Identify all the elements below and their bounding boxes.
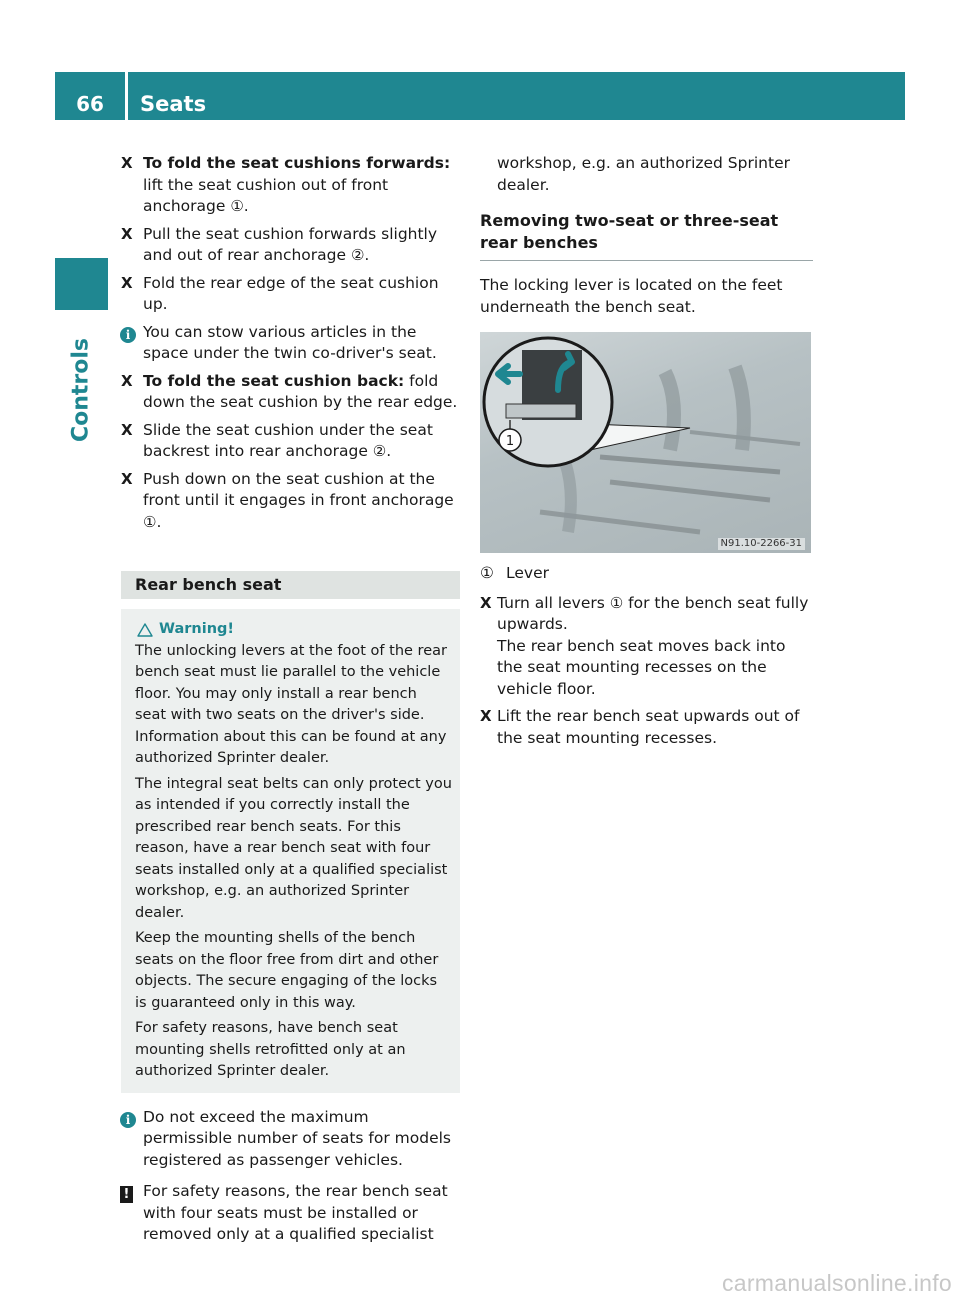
step-turn-levers: X Turn all levers ① for the bench seat fully upwards. The rear bench seat moves back into the seat mounting recesses on the vehicle floor. [480, 593, 813, 701]
step-title: To fold the seat cushions forwards: [143, 154, 451, 172]
step-text: Pull the seat cushion forwards slightly and out of rear anchorage [143, 224, 438, 264]
legend-number: ① [480, 564, 494, 582]
side-tab-label: Controls [68, 337, 94, 443]
step-pull-cushion: X Pull the seat cushion forwards slightly and out of rear anchorage ②. [121, 224, 460, 267]
notice-safety [121, 1181, 460, 1246]
step-push-down: X Push down on the seat cushion at the front until it engages in front anchorage ①. [121, 469, 460, 534]
side-tab-block [55, 258, 108, 310]
legend-item [480, 563, 813, 585]
figure-callout: 1 [505, 434, 515, 449]
step-title: To fold the seat cushion back: [143, 371, 405, 390]
intro-text: The locking lever is located on the feet underneath the bench seat. [480, 276, 783, 316]
step-fold-forwards: X To fold the seat cushions forwards: lift the seat cushion out of front anchorage ①. [121, 153, 460, 218]
continued-text: workshop, e.g. an authorized Sprinter dealer. [497, 154, 790, 194]
note-text: You can stow various articles in the space under the twin co-driver's seat. [143, 322, 437, 362]
step-arrow-icon: X [121, 224, 133, 243]
note-text: Do not exceed the maximum permissible number of seats for models registered as passenger vehicles. [143, 1107, 452, 1169]
section-title-rear-bench: Rear bench seat [121, 571, 460, 599]
step-text: Push down on the seat cushion at the front until it engages in front anchorage [143, 469, 454, 509]
left-column [121, 153, 460, 1252]
step-lift-bench [480, 706, 813, 749]
warning-box [121, 609, 460, 1093]
figure-locking-lever [480, 332, 811, 553]
callout-ref: ① [143, 512, 157, 531]
header-divider [125, 72, 128, 120]
note-text: For safety reasons, the rear bench seat with four seats must be installed or removed only at a qualified specialist [143, 1182, 448, 1243]
warning-header [135, 619, 452, 641]
page-number: 66 [76, 92, 104, 116]
warning-paragraph: The integral seat belts can only protect you as intended if you correctly install the prescribed rear bench seats. For this reason, have a rear bench seat with four seats installed only at a qualified specialist workshop, e.g. an authorized Sprinter dealer. [135, 775, 452, 921]
step-fold-back [121, 371, 460, 414]
step-text: Slide the seat cushion under the seat backrest into rear anchorage [143, 420, 433, 460]
section-heading-removing: Removing two-seat or three-seat rear benches [480, 210, 813, 261]
callout-ref: ② [372, 442, 387, 460]
legend-label: Lever [506, 564, 549, 582]
step-arrow-icon: X [121, 420, 133, 439]
step-text: lift the seat cushion out of front anchorage [143, 175, 389, 215]
step-arrow-icon: X [121, 154, 133, 172]
step-arrow-icon: X [121, 469, 133, 488]
warning-paragraph: The unlocking levers at the foot of the rear bench seat must lie parallel to the vehicle floor. You may only install a rear bench seat with two seats on the driver's side. Information about this can be found at any authorized Sprinter dealer. [135, 642, 447, 766]
right-column [480, 153, 813, 755]
step-text: Lift the rear bench seat upwards out of the seat mounting recesses. [497, 707, 800, 747]
warning-title: Warning! [159, 621, 235, 637]
info-icon: i [120, 327, 136, 343]
figure-code: N91.10-2266-31 [718, 538, 806, 550]
exclamation-icon: ! [120, 1186, 133, 1203]
figure-illustration [480, 332, 811, 553]
callout-ref: ② [350, 246, 365, 264]
info-icon: i [120, 1112, 136, 1128]
info-note-max-seats [121, 1107, 460, 1172]
info-note-stow [121, 322, 460, 365]
step-text: Fold the rear edge of the seat cushion up. [143, 273, 439, 313]
page-title: Seats [140, 92, 207, 116]
step-arrow-icon: X [121, 273, 133, 292]
warning-paragraph: Keep the mounting shells of the bench seats on the floor free from dirt and other objects. The secure engaging of the locks is guaranteed only in this way. [135, 930, 439, 1011]
watermark: carmanualsonline.info [721, 1269, 952, 1296]
callout-ref: ① [609, 593, 624, 612]
step-arrow-icon: X [121, 371, 133, 390]
callout-ref: ① [230, 197, 244, 215]
step-arrow-icon: X [480, 707, 492, 725]
step-arrow-icon: X [480, 593, 492, 612]
step-text: fold down the seat cushion by the rear edge. [143, 371, 458, 411]
warning-paragraph: For safety reasons, have bench seat mounting shells retrofitted only at an authorized Sprinter dealer. [135, 1020, 406, 1079]
step-fold-rear-edge [121, 273, 460, 316]
step-result: The rear bench seat moves back into the seat mounting recesses on the vehicle floor. [497, 636, 786, 698]
warning-triangle-icon [137, 623, 153, 637]
step-slide-cushion: X Slide the seat cushion under the seat backrest into rear anchorage ②. [121, 420, 460, 463]
